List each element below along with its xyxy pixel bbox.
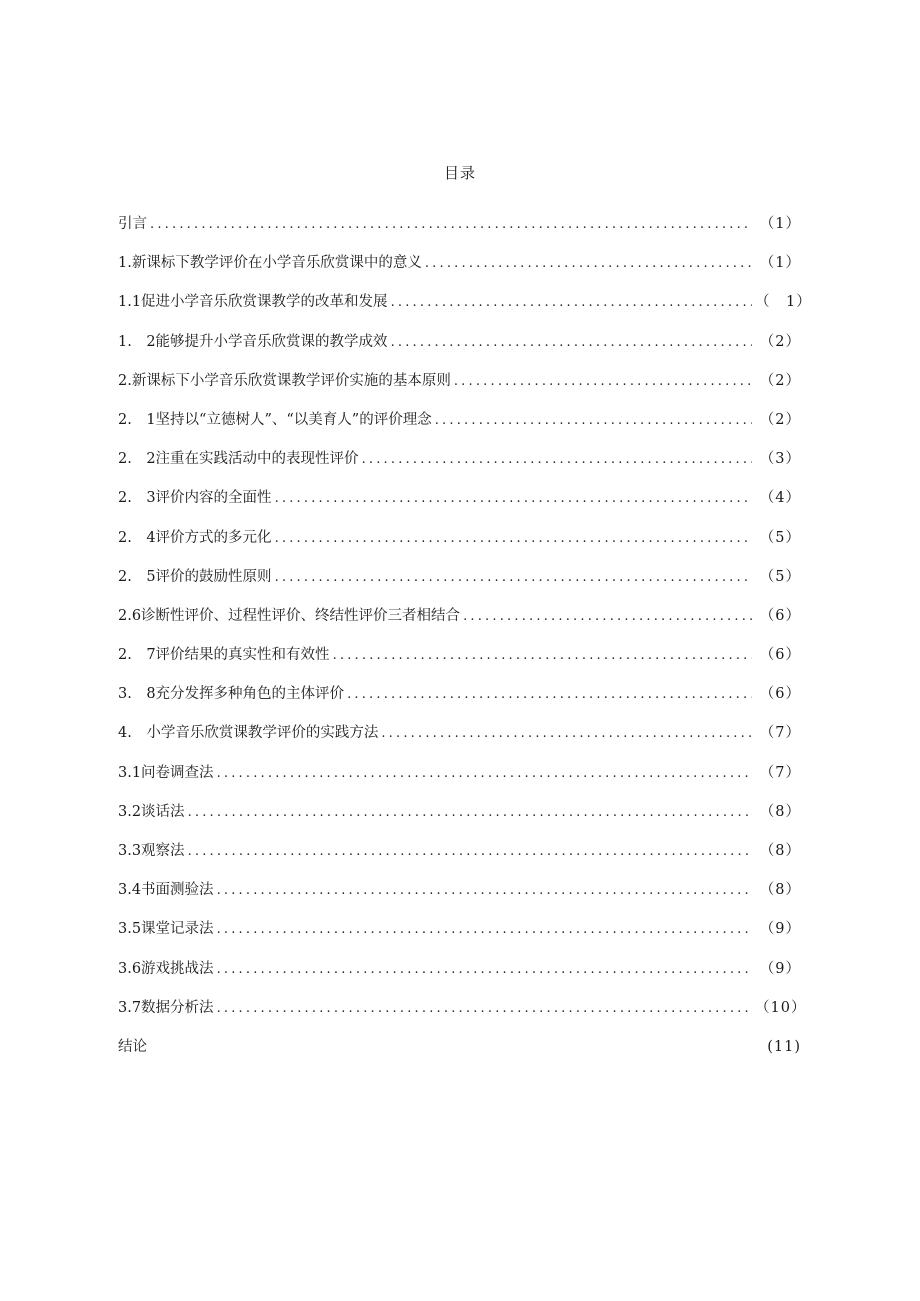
toc-entry-page: （10） [755,999,807,1016]
toc-entry-8 [118,526,801,565]
toc-entry-19 [118,957,801,996]
toc-leader-dots [275,570,752,585]
toc-entry-0 [118,212,801,251]
toc-leader-dots [347,687,752,702]
toc-entry-label: 2.新课标下小学音乐欣赏课教学评价实施的基本原则 [118,372,451,389]
toc-entry-page: （4） [759,490,801,507]
toc-entry-3 [118,330,801,369]
toc-entry-page: （ 1） [755,294,812,311]
toc-entry-1 [118,251,801,290]
toc-entry-page: （3） [759,451,801,468]
toc-leader-dots [435,413,752,428]
toc-leader-dots [381,726,752,741]
toc-entry-label: 结论 [118,1038,147,1055]
toc-leader-dots [217,962,752,977]
toc-entry-6 [118,447,801,486]
toc-entry-label: 3.3观察法 [118,843,185,859]
toc-entry-7 [118,486,801,525]
toc-entry-label: 2. 7评价结果的真实性和有效性 [118,647,330,664]
toc-entry-21 [118,1035,801,1074]
toc-entry-20 [118,996,807,1035]
toc-entry-label: 4. 小学音乐欣赏课教学评价的实践方法 [118,725,379,742]
toc-entry-page: （1） [759,216,801,232]
toc-entry-page: （1） [759,255,801,272]
toc-entry-page: （8） [759,803,801,820]
toc-leader-dots [217,1001,752,1016]
toc-leader-dots [454,374,752,389]
toc-leader-dots [217,922,752,937]
toc-leader-dots [150,217,752,232]
toc-entry-page: （7） [759,764,801,781]
toc-entry-label: 2. 3评价内容的全面性 [118,490,272,507]
toc-leader-dots [391,295,752,310]
toc-entry-label: 3.7数据分析法 [118,999,214,1016]
toc-leader-dots [188,844,752,859]
toc-leader-dots [463,609,752,624]
toc-entry-page: （2） [759,372,801,389]
toc-entry-page: （8） [759,882,801,899]
toc-entry-label: 3. 8充分发挥多种角色的主体评价 [118,686,345,703]
toc-entry-label: 3.5课堂记录法 [118,921,214,938]
toc-list [118,212,812,1074]
toc-entry-label: 1.新课标下教学评价在小学音乐欣赏课中的意义 [118,255,422,272]
toc-entry-9 [118,565,801,604]
toc-entry-17 [118,878,801,917]
toc-entry-label: 1. 2能够提升小学音乐欣赏课的教学成效 [118,333,388,350]
toc-entry-label: 3.4书面测验法 [118,882,214,899]
toc-entry-11 [118,643,801,682]
toc-entry-page: （2） [759,411,801,428]
toc-entry-label: 3.6游戏挑战法 [118,960,214,977]
toc-entry-label: 2.6诊断性评价、过程性评价、终结性评价三者相结合 [118,607,461,624]
toc-title: 目录 [443,164,476,182]
toc-entry-page: （9） [759,960,801,977]
toc-entry-page: （5） [759,568,801,585]
toc-leader-dots [362,452,752,467]
toc-entry-page: （9） [759,921,801,938]
toc-entry-label: 3.2谈话法 [118,803,185,820]
toc-entry-15 [118,800,801,839]
toc-entry-4 [118,369,801,408]
toc-entry-label: 2. 4评价方式的多元化 [118,529,272,546]
toc-entry-18 [118,917,801,956]
toc-entry-page: （2） [759,333,801,350]
toc-entry-12 [118,682,801,721]
toc-entry-page: （7） [759,725,801,742]
toc-entry-14 [118,761,801,800]
toc-leader-dots [333,648,752,663]
toc-entry-16 [118,839,801,878]
toc-entry-5 [118,408,801,447]
toc-entry-page: （8） [759,843,801,859]
toc-entry-page: （6） [759,607,801,624]
toc-entry-label: 2. 5评价的鼓励性原则 [118,568,272,585]
toc-entry-10 [118,604,801,643]
toc-leader-dots [275,491,752,506]
toc-entry-label: 引言 [118,216,147,232]
toc-leader-dots [275,531,752,546]
toc-entry-page: (11) [767,1038,801,1055]
toc-entry-page: （5） [759,529,801,546]
toc-entry-page: （6） [759,686,801,703]
toc-leader-dots [217,766,752,781]
toc-entry-label: 2. 1坚持以“立德树人”、“以美育人”的评价理念 [118,411,432,428]
toc-entry-13 [118,721,801,760]
toc-leader-dots [391,335,752,350]
toc-entry-label: 2. 2注重在实践活动中的表现性评价 [118,451,359,468]
toc-entry-2 [118,290,812,329]
toc-entry-page: （6） [759,647,801,664]
toc-leader-dots [188,805,752,820]
toc-entry-label: 3.1问卷调查法 [118,764,214,781]
toc-entry-label: 1.1促进小学音乐欣赏课教学的改革和发展 [118,294,388,311]
toc-leader-dots [425,256,752,271]
toc-leader-dots [217,883,752,898]
